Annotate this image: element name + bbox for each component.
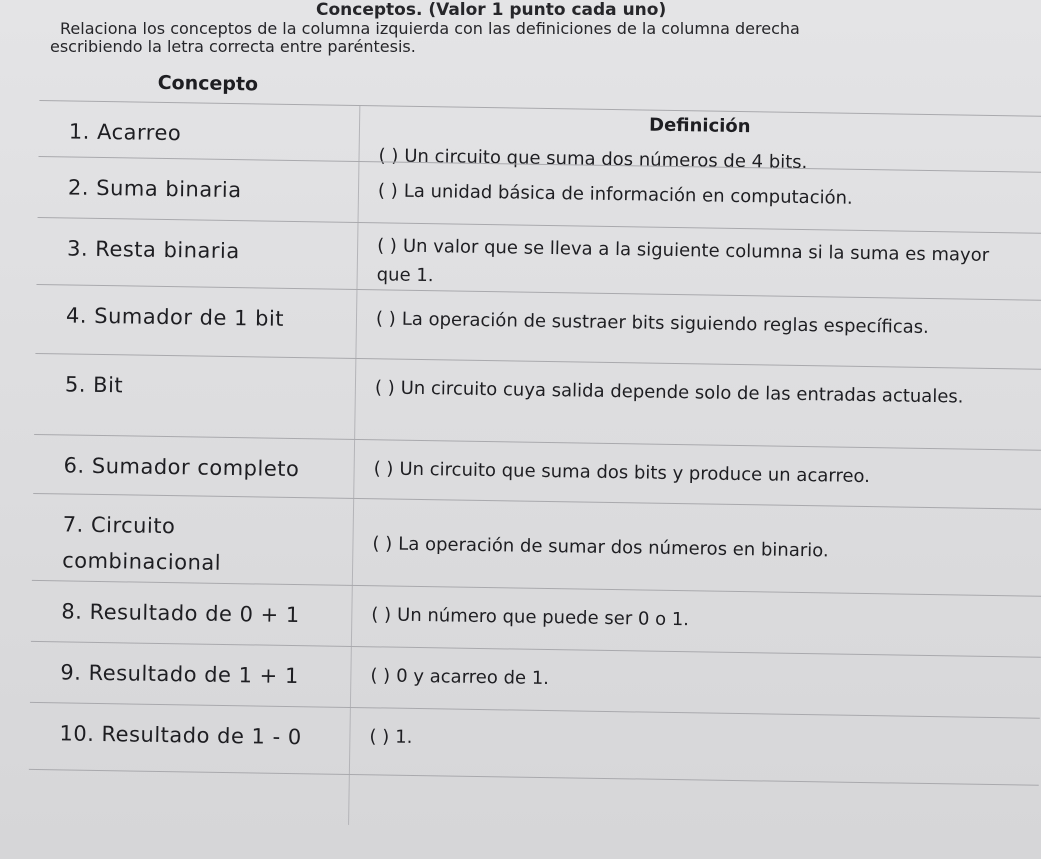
definition-6-cell: [373, 454, 1023, 493]
definition-4: La operación de sustraer bits siguiendo reglas específicas.: [401, 308, 930, 338]
answer-blank-4[interactable]: ( ): [375, 308, 396, 330]
answer-blank-1[interactable]: ( ): [378, 145, 399, 167]
table-row: [29, 702, 1040, 786]
answer-blank-8[interactable]: ( ): [371, 604, 392, 626]
instructions-line-2: escribiendo la letra correcta entre paréntesis.: [50, 37, 416, 56]
concept-1: 1. Acarreo: [68, 119, 182, 146]
matching-table: [29, 62, 1041, 786]
section-title: Conceptos. (Valor 1 punto cada uno): [316, 0, 667, 20]
instructions-line-1: [50, 0, 970, 38]
concept-6: 6. Sumador completo: [63, 453, 300, 482]
concept-8: 8. Resultado de 0 + 1: [61, 599, 300, 628]
answer-blank-6[interactable]: ( ): [373, 458, 394, 480]
concept-10: 10. Resultado de 1 - 0: [59, 721, 302, 750]
answer-blank-5[interactable]: ( ): [374, 377, 395, 399]
column-header-concept: Concepto: [157, 71, 259, 96]
answer-blank-10[interactable]: ( ): [369, 726, 390, 748]
definition-7-cell: [372, 529, 1022, 568]
answer-blank-7[interactable]: ( ): [372, 533, 393, 555]
definition-9: 0 y acarreo de 1.: [396, 665, 550, 690]
definition-8: Un número que puede ser 0 o 1.: [396, 604, 690, 631]
definition-3-cell: [376, 231, 1027, 299]
instructions: [50, 2, 970, 56]
concept-2: 2. Suma binaria: [67, 175, 242, 203]
definition-10-cell: [369, 722, 1019, 761]
answer-blank-2[interactable]: ( ): [377, 180, 398, 202]
table-row: [34, 353, 1041, 450]
definition-7: La operación de sumar dos números en binario.: [398, 533, 829, 562]
concept-4: 4. Sumador de 1 bit: [65, 303, 285, 331]
definition-8-cell: [371, 600, 1021, 639]
concept-7: 7. Circuito combinacional: [61, 512, 222, 575]
concept-9: 9. Resultado de 1 + 1: [60, 660, 299, 689]
answer-blank-9[interactable]: ( ): [370, 665, 391, 687]
answer-blank-3[interactable]: ( ): [376, 235, 398, 257]
definition-2: La unidad básica de información en computación.: [403, 180, 853, 209]
definition-4-cell: [376, 304, 1026, 343]
column-header-definition: Definición: [648, 114, 751, 138]
definition-1: Un circuito que suma dos números de 4 bits.: [404, 145, 808, 174]
table-row: [32, 493, 1041, 596]
definition-2-cell: [378, 176, 1028, 215]
definition-5: Un circuito cuya salida depende solo de las entradas actuales.: [400, 377, 964, 408]
definition-5-cell: [375, 373, 1025, 412]
definition-9-cell: [370, 661, 1020, 700]
concept-5: 5. Bit: [64, 372, 124, 398]
instructions-text-1: Relaciona los conceptos de la columna izquierda con las definiciones de la columna derecha: [60, 19, 800, 38]
definition-6: Un circuito que suma dos bits y produce un acarreo.: [399, 458, 871, 488]
definition-10: 1.: [395, 726, 413, 748]
definition-3: Un valor que se lleva a la siguiente columna si la suma es mayor que 1.: [376, 235, 990, 287]
concept-3: 3. Resta binaria: [66, 236, 240, 264]
